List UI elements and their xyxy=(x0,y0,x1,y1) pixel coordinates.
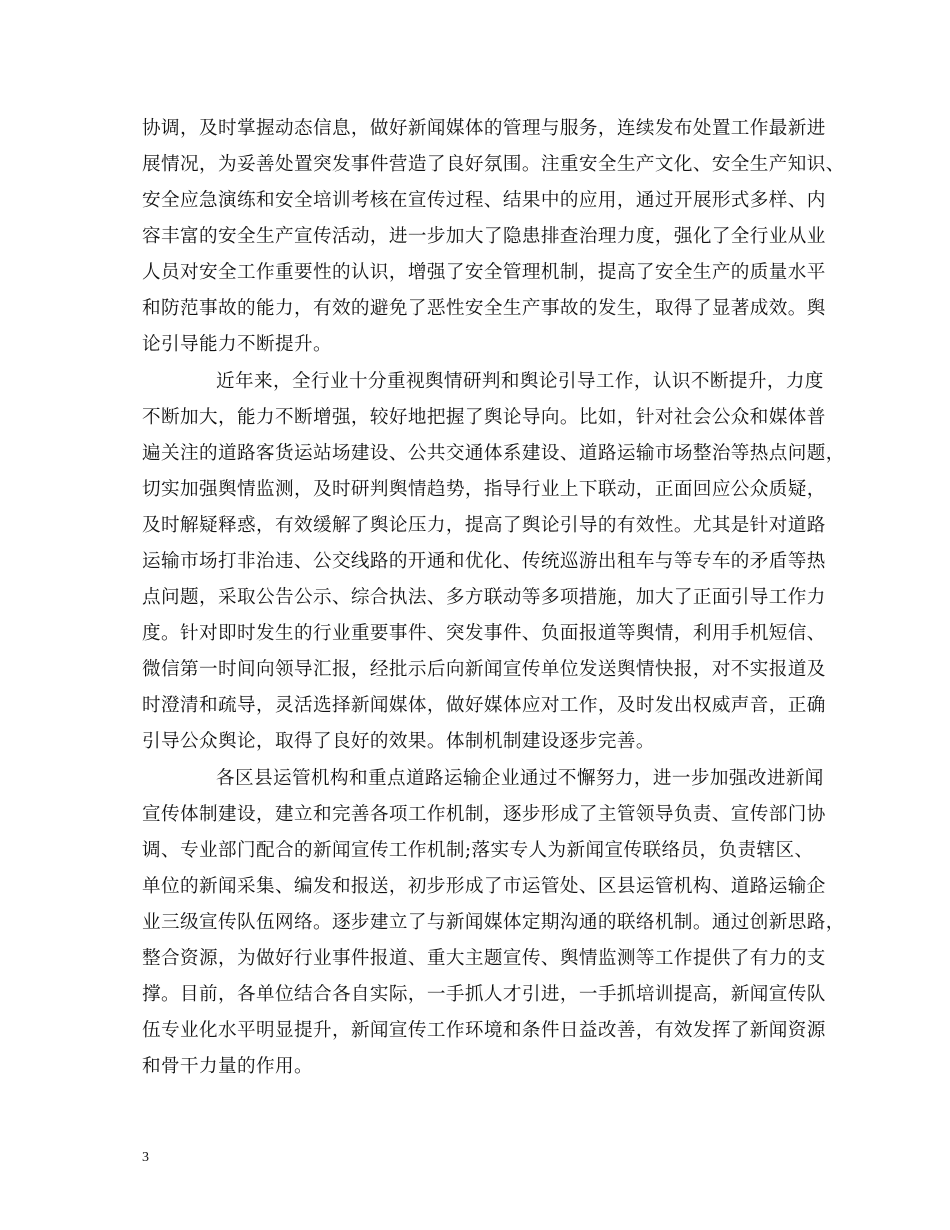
text-line: 不断加大，能力不断增强，较好地把握了舆论导向。比如，针对社会公众和媒体普 xyxy=(142,407,826,428)
text-line: 引导公众舆论，取得了良好的效果。体制机制建设逐步完善。 xyxy=(142,731,655,752)
page-number: 3 xyxy=(142,1150,149,1165)
text-line: 安全应急演练和安全培训考核在宣传过程、结果中的应用，通过开展形式多样、内 xyxy=(142,190,826,211)
text-line: 人员对安全工作重要性的认识，增强了安全管理机制，提高了安全生产的质量水平 xyxy=(142,262,826,283)
text-line: 和防范事故的能力，有效的避免了恶性安全生产事故的发生，取得了显著成效。舆 xyxy=(142,298,826,319)
text-line: 运输市场打非治违、公交线路的开通和优化、传统巡游出租车与等专车的矛盾等热 xyxy=(142,551,826,572)
text-line: 整合资源，为做好行业事件报道、重大主题宣传、舆情监测等工作提供了有力的支 xyxy=(142,948,826,969)
text-line: 调、专业部门配合的新闻宣传工作机制;落实专人为新闻宣传联络员，负责辖区、 xyxy=(142,840,814,861)
text-line: 撑。目前，各单位结合各自实际，一手抓人才引进，一手抓培训提高，新闻宣传队 xyxy=(142,984,826,1005)
paragraph-first-line: 各区县运管机构和重点道路运输企业通过不懈努力，进一步加强改进新闻 xyxy=(216,768,824,789)
text-line: 和骨干力量的作用。 xyxy=(142,1056,313,1077)
text-line: 点问题，采取公告公示、综合执法、多方联动等多项措施，加大了正面引导工作力 xyxy=(142,587,826,608)
text-line: 展情况，为妥善处置突发事件营造了良好氛围。注重安全生产文化、安全生产知识、 xyxy=(142,154,845,175)
text-line: 及时解疑释惑，有效缓解了舆论压力，提高了舆论引导的有效性。尤其是针对道路 xyxy=(142,515,826,536)
paragraph-first-line: 近年来，全行业十分重视舆情研判和舆论引导工作，认识不断提升，力度 xyxy=(216,371,824,392)
text-line: 业三级宣传队伍网络。逐步建立了与新闻媒体定期沟通的联络机制。通过创新思路， xyxy=(142,912,845,933)
text-line: 协调，及时掌握动态信息，做好新闻媒体的管理与服务，连续发布处置工作最新进 xyxy=(142,118,826,139)
text-line: 容丰富的安全生产宣传活动，进一步加大了隐患排查治理力度，强化了全行业从业 xyxy=(142,226,826,247)
text-line: 微信第一时间向领导汇报，经批示后向新闻宣传单位发送舆情快报，对不实报道及 xyxy=(142,659,826,680)
text-line: 论引导能力不断提升。 xyxy=(142,334,332,355)
text-line: 宣传体制建设，建立和完善各项工作机制，逐步形成了主管领导负责、宣传部门协 xyxy=(142,804,826,825)
text-line: 切实加强舆情监测，及时研判舆情趋势，指导行业上下联动，正面回应公众质疑， xyxy=(142,479,826,500)
text-line: 伍专业化水平明显提升，新闻宣传工作环境和条件日益改善，有效发挥了新闻资源 xyxy=(142,1020,826,1041)
text-line: 遍关注的道路客货运站场建设、公共交通体系建设、道路运输市场整治等热点问题， xyxy=(142,443,845,464)
text-line: 单位的新闻采集、编发和报送，初步形成了市运管处、区县运管机构、道路运输企 xyxy=(142,876,826,897)
text-line: 度。针对即时发生的行业重要事件、突发事件、负面报道等舆情，利用手机短信、 xyxy=(142,623,826,644)
text-line: 时澄清和疏导，灵活选择新闻媒体，做好媒体应对工作，及时发出权威声音，正确 xyxy=(142,695,826,716)
